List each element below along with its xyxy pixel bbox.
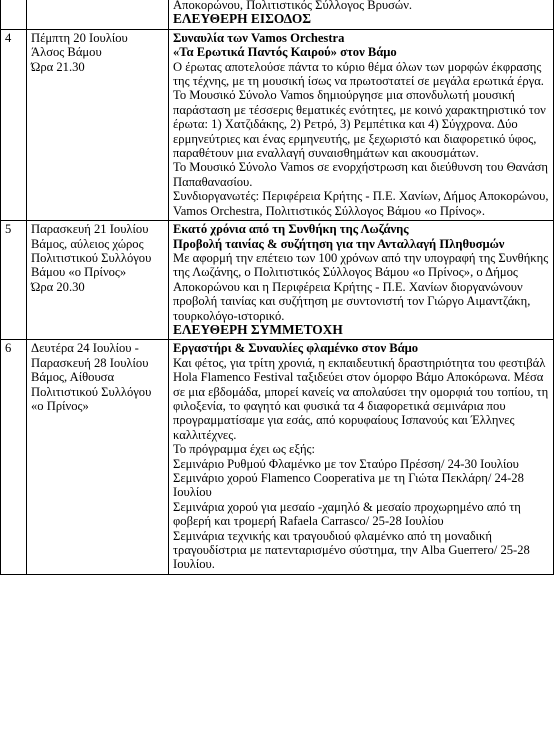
event-subtitle: Προβολή ταινίας & συζήτηση για την Ανταλλαγή Πληθυσμών [173,236,505,251]
entry-note: ΕΛΕΥΘΕΡΗ ΣΥΜΜΕΤΟΧΗ [173,321,343,337]
entry-note: ΕΛΕΥΘΕΡΗ ΕΙΣΟΔΟΣ [173,11,312,27]
table-row [1,29,554,220]
event-date: Πέμπτη 20 Ιουλίου [31,30,128,45]
event-title: Εκατό χρόνια από τη Συνθήκη της Λωζάνης [173,222,409,237]
event-number: 5 [1,221,27,340]
event-paragraph: Σεμινάριο Ρυθμού Φλαμένκο με τον Σταύρο Πρέσση/ 24-30 Ιουλίου [173,456,519,471]
event-title: Συναυλία των Vamos Orchestra [173,30,345,45]
event-date: Δευτέρα 24 Ιουλίου - Παρασκευή 28 Ιουλίου [31,341,149,370]
date-place-cell [27,340,169,575]
event-paragraph: Ο έρωτας αποτελούσε πάντα το κύριο θέμα όλων των μορφών έκφρασης της τέχνης, με τη μουσική ίσως να πρωτοστατεί σε μεγάλα ερωτικά έργα. Το Μουσικό Σύνολο Vamos δημιούργησε μια σπονδυλωτή μουσική παράσταση με τέσσερις θεματικές ενότητες, με κοινό χαρακτηριστικό τον έρωτα: 1) Χατζιδάκης, 2) Ρετρό, 3) Ρεμπέτικα και 4) Σύγχρονα. Δύο ερμηνεύτριες και ένας ερμηνευτής, με ξεχωριστό και διαφορετικό ύφος, παραθέτουν μια εναλλαγή συναισθημάτων και ακουσμάτων. [173,59,546,161]
table-row-continued [1,0,554,29]
num-cell [1,0,27,29]
event-paragraph: Με αφορμή την επέτειο των 100 χρόνων από την υπογραφή της Συνθήκης της Λωζάνης, ο Πολιτιστικός Σύλλογος Βάμου «ο Πρίνος», ο Δήμος Αποκορώνου και η Περιφέρεια Κρήτης - Π.Ε. Χανίων διοργανώνουν προβολή ταινίας και συζήτηση με συντονιστή τον Γιώργο Αιμαντζάκη, τουρκολόγο-ιστορικό. [173,250,549,323]
event-title: Εργαστήρι & Συναυλίες φλαμένκο στον Βάμο [173,341,419,356]
date-place-cell [27,0,169,29]
event-place: Βάμος, αύλειος χώρος Πολιτιστικού Συλλόγου Βάμου «ο Πρίνος» [31,236,152,280]
event-paragraph: Το Μουσικό Σύνολο Vamos σε ενορχήστρωση και διεύθυνση του Θανάση Παπαθανασίου. [173,160,548,189]
description-cell [169,29,554,220]
event-paragraph: Συνδιοργανωτές: Περιφέρεια Κρήτης - Π.Ε. Χανίων, Δήμος Αποκορώνου, Vamos Orchestra, Πολιτιστικός Σύλλογος Βάμου «ο Πρίνος». [173,189,549,218]
event-number: 6 [1,340,27,575]
continued-text: Αποκορώνου, Πολιτιστικός Σύλλογος Βρυσών. [173,0,413,12]
event-paragraph: Σεμινάρια χορού για μεσαίο -χαμηλό & μεσαίο προχωρημένο από τη φοβερή και τρομερή Rafaela Carrasco/ 25-28 Ιουλίου [173,499,521,529]
event-time: Ώρα 21.30 [31,59,85,74]
date-place-cell [27,29,169,220]
description-cell [169,0,554,29]
event-time: Ώρα 20.30 [31,279,85,294]
event-paragraph: Το πρόγραμμα έχει ως εξής: [173,442,316,457]
event-date: Παρασκευή 21 Ιουλίου [31,222,149,237]
event-paragraph: Σεμινάρια τεχνικής και τραγουδιού φλαμένκο από τη μοναδική τραγουδίστρια με πατενταρισμένο σύστημα, την Alba Guerrero/ 25-28 Ιουλίου. [173,528,530,572]
event-paragraph: Και φέτος, για τρίτη χρονιά, η εκπαιδευτική δραστηριότητα του φεστιβάλ Hola Flamenco Festival ταξιδεύει στον όμορφο Βάμο Αποκόρωνα. Μέσα σε μια εβδομάδα, μπορεί κανείς να απολαύσει την ομορφιά του τοπίου, τη φιλοξενία, το φαγητό και φυσικά τα 4 διαφορετικά σεμινάρια που προγραμματίσαμε για εσάς, από κορυφαίους Ισπανούς και Έλληνες καλλιτέχνες. [173,355,549,442]
event-number: 4 [1,29,27,220]
table-row [1,340,554,575]
date-place-cell [27,221,169,340]
description-cell [169,340,554,575]
event-place: Άλσος Βάμου [31,45,102,60]
event-paragraph: Σεμινάριο χορού Flamenco Cooperativa με τη Γιώτα Πεκλάρη/ 24-28 Ιουλίου [173,471,524,500]
table-row [1,221,554,340]
description-cell [169,221,554,340]
event-place: Βάμος, Αίθουσα Πολιτιστικού Συλλόγου «ο Πρίνος» [31,370,152,413]
event-subtitle: «Τα Ερωτικά Παντός Καιρού» στον Βάμο [173,45,397,60]
